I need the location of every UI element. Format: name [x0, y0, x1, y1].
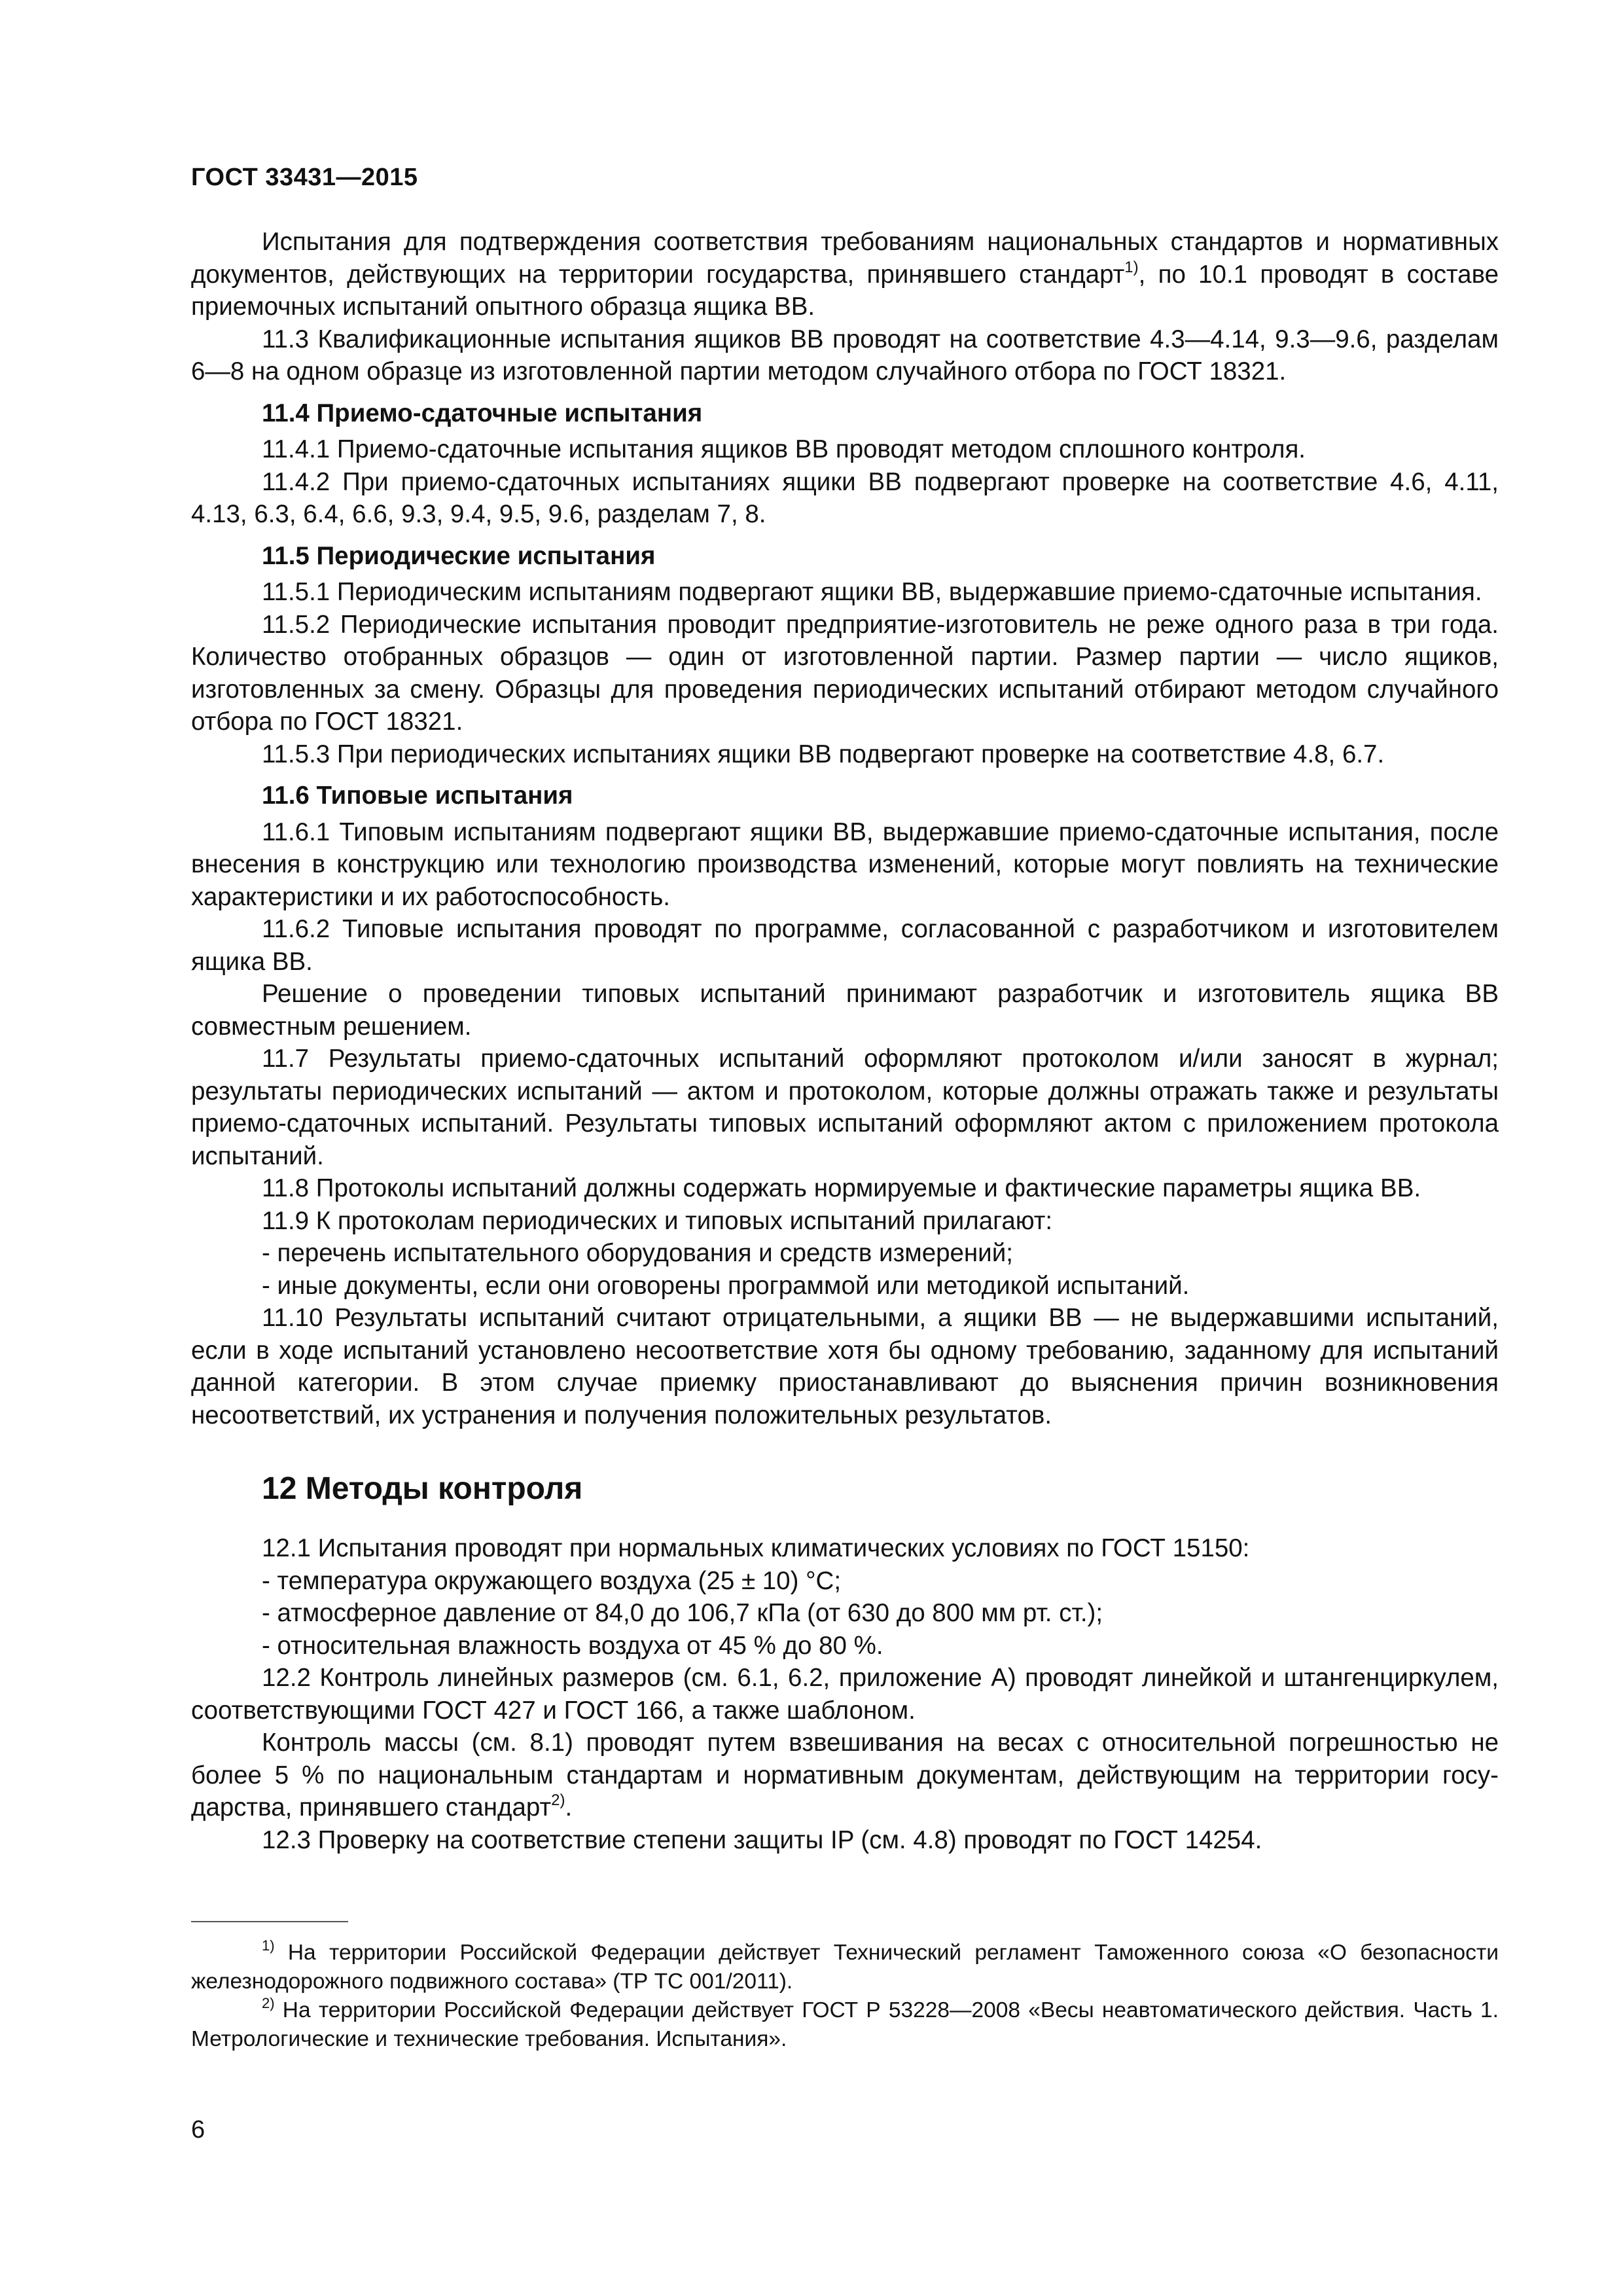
- list-item: - относительная влажность воздуха от 45 % до 80 %.: [262, 1631, 883, 1660]
- list-item: - перечень испытательного оборудования и средств измерений;: [262, 1239, 1013, 1267]
- paragraph-12-3: 12.3 Проверку на соответствие степени защиты IP (см. 4.8) проводят по ГОСТ 14254.: [262, 1825, 1262, 1854]
- paragraph-11-5-1: 11.5.1 Периодическим испытаниям подвергают ящики ВВ, выдержавшие приемо-сдаточные испытания.: [262, 578, 1482, 606]
- list-item: - атмосферное давление от 84,0 до 106,7 кПа (от 630 до 800 мм рт. ст.);: [262, 1599, 1103, 1627]
- document-code-header: ГОСТ 33431—2015: [191, 164, 418, 191]
- section-heading-12: 12 Методы контроля: [262, 1471, 583, 1506]
- footnote-marker: 2): [262, 1994, 275, 2011]
- document-body: [191, 226, 1499, 1856]
- footnote-reference-2[interactable]: 2): [551, 1791, 565, 1810]
- paragraph-11-5-3: 11.5.3 При периодических испытаниях ящики ВВ подвергают проверке на соответствие 4.8, 6.7.: [262, 740, 1385, 768]
- paragraph-11-7: 11.7 Результаты приемо-сдаточных испытаний оформляют протоколом и/или заносят в журнал; результаты периодических испытаний — актом и протоколом, которые должны отражать также и результаты приемо-сдаточных испытаний. Результаты типовых испытаний оформляют актом с приложением протокола испытаний.: [191, 1045, 1499, 1170]
- paragraph-11-5-2: 11.5.2 Периодические испытания проводит предприятие-изготовитель не реже одного раза в три года. Количество отобранных образцов — один от изготовленной партии. Размер партии — число ящиков, изготовленных за смену. Образцы для проведения периодических испытаний отбирают методом случайного отбора по ГОСТ 18321.: [191, 610, 1499, 736]
- paragraph-11-9: 11.9 К протоколам периодических и типовых испытаний прилагают:: [262, 1206, 1053, 1235]
- paragraph-text: .: [565, 1793, 573, 1821]
- paragraph-text: Испытания для подтверждения соответствия требованиям национальных стандартов и нормативных документов, действующих на территории государства, принявшего стандарт: [191, 228, 1499, 289]
- footnote-text: На территории Российской Федерации действует Технический регламент Таможенного союза «О безопасности железнодорожного подвижного состава» (ТР ТС 001/2011).: [191, 1941, 1499, 1994]
- footnote-marker: 1): [262, 1937, 275, 1954]
- paragraph-11-8: 11.8 Протоколы испытаний должны содержать нормируемые и фактические параметры ящика ВВ.: [262, 1174, 1421, 1202]
- footnote-2: [191, 1996, 1499, 2054]
- footnote-separator: [191, 1921, 348, 1922]
- paragraph-text: Контроль массы (см. 8.1) проводят путем взвешивания на весах с относительной погрешностью не более 5 % по национальным стандартам и нормативным документам, действующим на территории государства, принявшего стандарт: [191, 1729, 1499, 1821]
- list-item: - иные документы, если они оговорены программой или методикой испытаний.: [262, 1271, 1190, 1300]
- footnote-1: [191, 1939, 1499, 1996]
- subheading-11-5: 11.5 Периодические испытания: [262, 541, 656, 570]
- paragraph-11-4-1: 11.4.1 Приемо-сдаточные испытания ящиков ВВ проводят методом сплошного контроля.: [262, 435, 1306, 463]
- subheading-11-6: 11.6 Типовые испытания: [262, 781, 573, 810]
- paragraph-11-10: 11.10 Результаты испытаний считают отрицательными, а ящики ВВ — не выдержавшими испытаний, если в ходе испытаний установлено несоответствие хотя бы одному требованию, заданному для испытаний данной категории. В этом случае приемку приостанавливают до выяснения причин возникновения несоответствий, их устранения и получения положительных результатов.: [191, 1304, 1499, 1429]
- list-item: - температура окружающего воздуха (25 ± 10) °С;: [262, 1566, 842, 1595]
- page-number: 6: [191, 2116, 205, 2144]
- paragraph-intro: [191, 226, 1499, 323]
- paragraph-text: , по 10.1 проводят в составе приемочных испытаний опытного образца ящика ВВ.: [191, 260, 1499, 321]
- paragraph-11-6-2: 11.6.2 Типовые испытания проводят по программе, согласованной с разработчиком и изготовителем ящика ВВ.: [191, 915, 1499, 976]
- paragraph-12-1: 12.1 Испытания проводят при нормальных климатических условиях по ГОСТ 15150:: [262, 1534, 1250, 1562]
- paragraph-11-3: 11.3 Квалификационные испытания ящиков ВВ проводят на соответствие 4.3—4.14, 9.3—9.6, разделам 6—8 на одном образце из изготовленной партии методом случайного отбора по ГОСТ 18321.: [191, 325, 1499, 386]
- subheading-11-4: 11.4 Приемо-сдаточные испытания: [262, 399, 703, 427]
- footnote-text: На территории Российской Федерации действует ГОСТ Р 53228—2008 «Весы неавтоматического действия. Часть 1. Метрологические и технические требования. Испытания».: [191, 1998, 1499, 2051]
- footnote-reference-1[interactable]: 1): [1124, 258, 1139, 276]
- paragraph-11-6-decision: Решение о проведении типовых испытаний принимают разработчик и изготовитель ящика ВВ совместным решением.: [191, 980, 1499, 1041]
- paragraph-12-2: 12.2 Контроль линейных размеров (см. 6.1, 6.2, приложение А) проводят линейкой и штангенциркулем, соответствующими ГОСТ 427 и ГОСТ 166, а также шаблоном.: [191, 1664, 1499, 1725]
- footnotes: [191, 1939, 1499, 2054]
- paragraph-12-2-mass: [191, 1727, 1499, 1824]
- paragraph-11-4-2: 11.4.2 При приемо-сдаточных испытаниях ящики ВВ подвергают проверке на соответствие 4.6, 4.11, 4.13, 6.3, 6.4, 6.6, 9.3, 9.4, 9.5, 9.6, разделам 7, 8.: [191, 467, 1499, 528]
- paragraph-11-6-1: 11.6.1 Типовым испытаниям подвергают ящики ВВ, выдержавшие приемо-сдаточные испытания, после внесения в конструкцию или технологию производства изменений, которые могут повлиять на технические характеристики и их работоспособность.: [191, 817, 1499, 911]
